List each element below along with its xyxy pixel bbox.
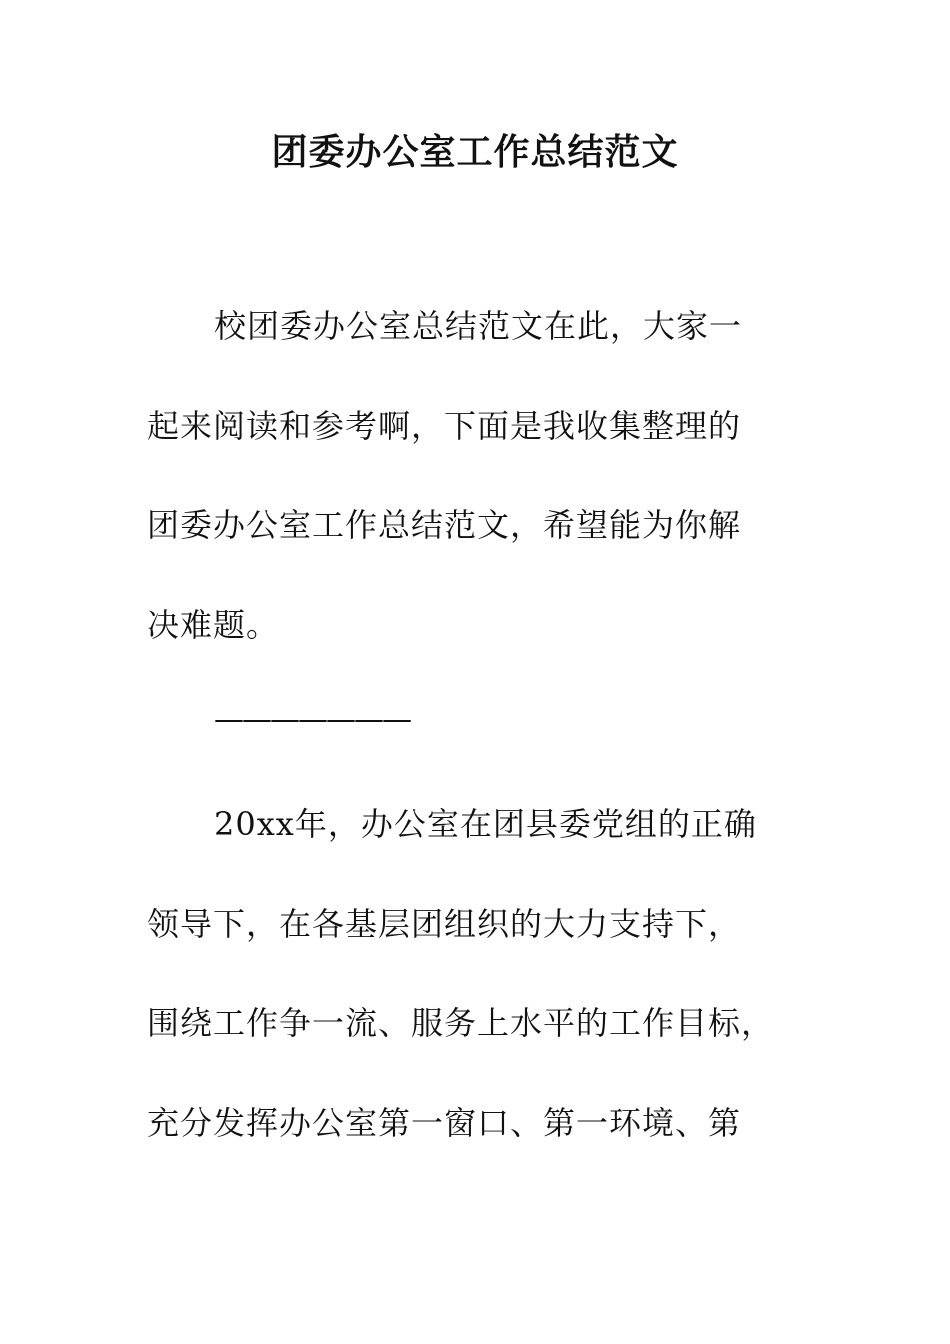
paragraph-1-line-4: 决难题。 bbox=[147, 606, 280, 644]
paragraph-2-line-4: 充分发挥办公室第一窗口、第一环境、第 bbox=[147, 1104, 742, 1142]
paragraph-1-line-3: 团委办公室工作总结范文，希望能为你解 bbox=[147, 506, 742, 544]
document-title: 团委办公室工作总结范文 bbox=[271, 131, 679, 173]
paragraph-2-line-2: 领导下，在各基层团组织的大力支持下， bbox=[147, 905, 742, 943]
paragraph-1-line-2: 起来阅读和参考啊，下面是我收集整理的 bbox=[147, 407, 742, 445]
paragraph-2-line-3: 围绕工作争一流、服务上水平的工作目标， bbox=[147, 1004, 775, 1042]
section-separator: ——————— bbox=[214, 702, 410, 737]
paragraph-1-line-1: 校团委办公室总结范文在此，大家一 bbox=[214, 307, 743, 345]
paragraph-2-line-1: 20xx年，办公室在团县委党组的正确 bbox=[214, 805, 757, 843]
